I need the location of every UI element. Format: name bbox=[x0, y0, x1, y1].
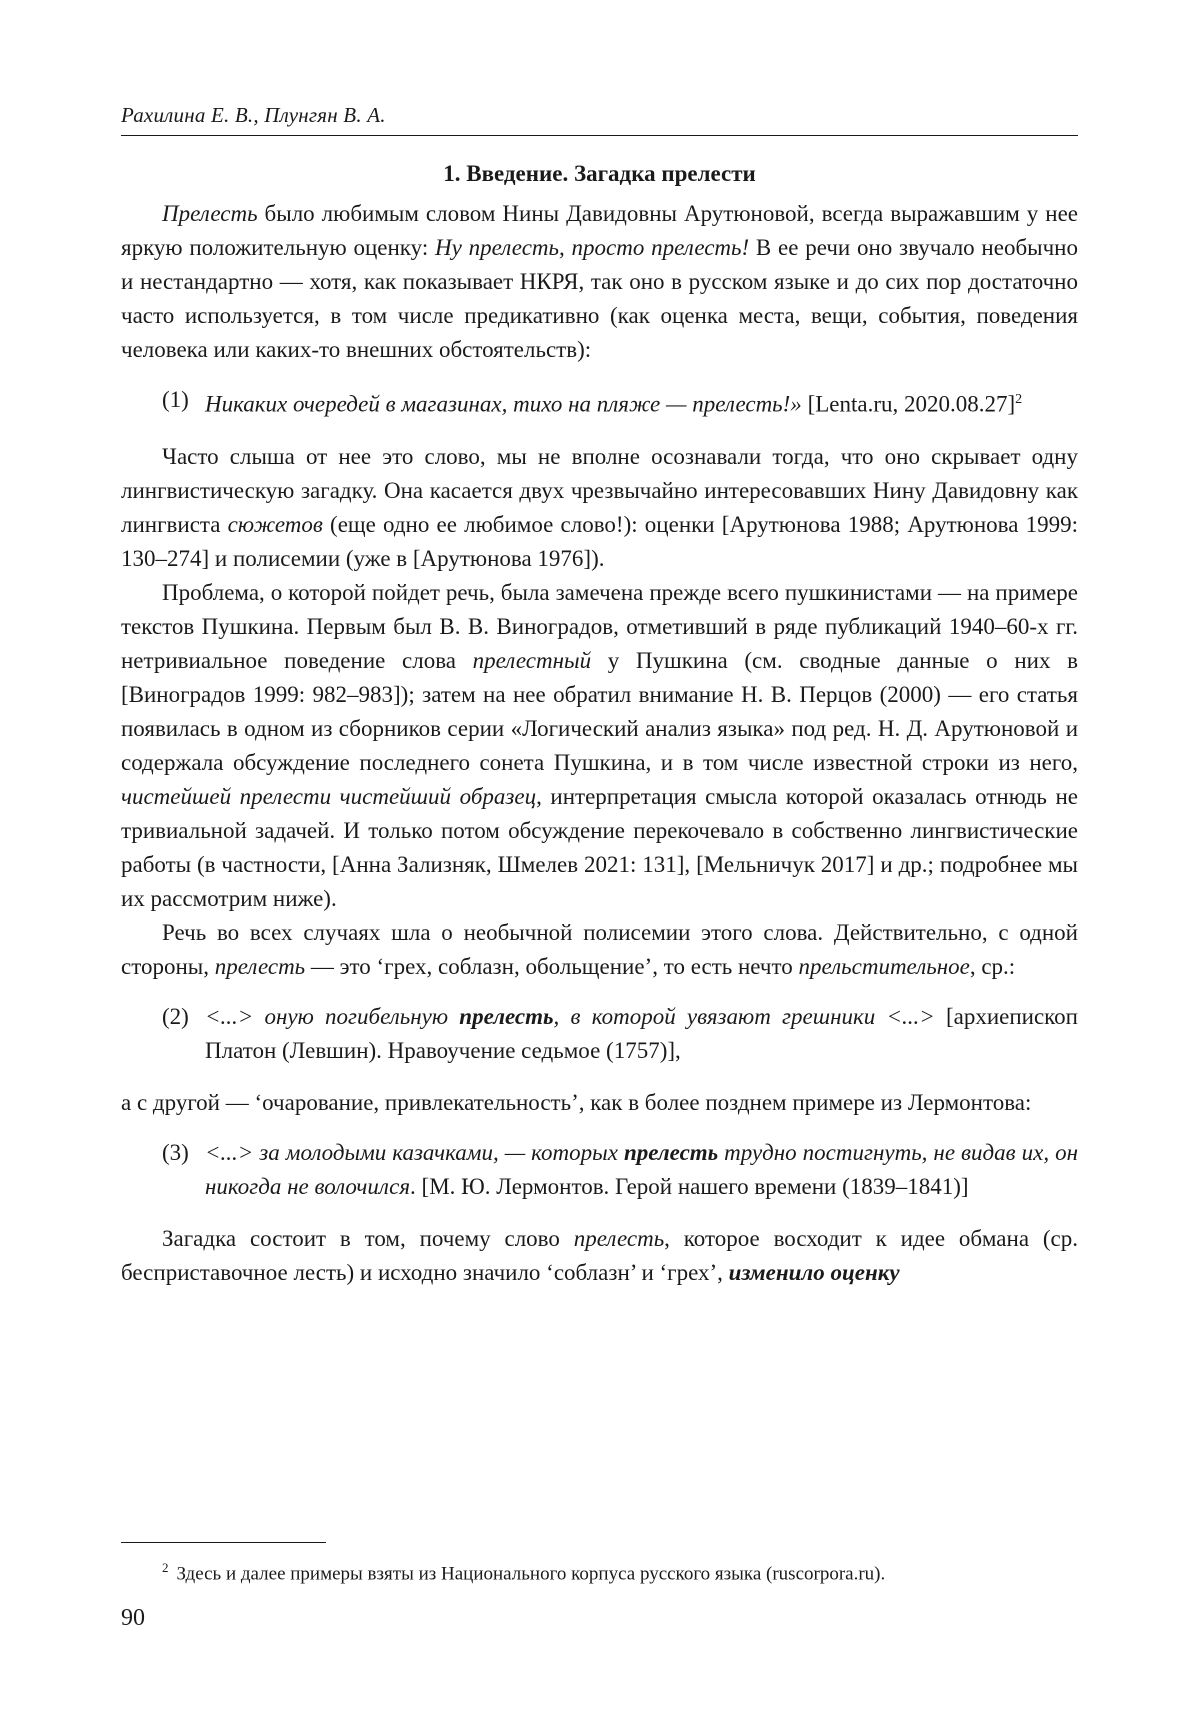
section-title: 1. Введение. Загадка прелести bbox=[443, 161, 756, 186]
p4-text-c: , ср.: bbox=[969, 953, 1016, 979]
p4-text-a: Речь во всех случаях шла о необычной полисемии этого слова. Действительно, с одной стороны, bbox=[121, 919, 1078, 979]
footnote-rule bbox=[121, 1542, 326, 1543]
example-2-source: [архиепископ Платон (Левшин). Нравоучение седьмое (1757)], bbox=[205, 1003, 1078, 1063]
p4-italic-b: прельстительное bbox=[798, 953, 970, 979]
paragraph-5 bbox=[121, 1086, 1078, 1120]
p1-text-b: В ее речи оно звучало необычно и нестандартно — хотя, как показывает НКРЯ, так оно в русском языке и до сих пор достаточно часто используется, в том числе предикативно (как оценка места, вещи, события, поведения человека или каких-то внешних обстоятельств): bbox=[121, 235, 1078, 362]
p5-text: а с другой — ‘очарование, привлекательность’, как в более позднем примере из Лермонтова: bbox=[121, 1089, 1032, 1115]
example-1-body bbox=[205, 383, 1078, 422]
footnote-text: Здесь и далее примеры взяты из Национального корпуса русского языка (ruscorpora.ru). bbox=[176, 1563, 886, 1585]
example-1-number: (1) bbox=[162, 387, 189, 412]
p3-text-b: у Пушкина (см. сводные данные о них в [Виноградов 1999: 982–983]); затем на нее обратил внимание Н. В. Перцов (2000) — его статья появилась в одном из сборников серии «Логический анализ языка» под ред. Н. Д. Арутюновой и содержала обсуждение последнего сонета Пушкина, и в том числе известной строки из него, bbox=[121, 647, 1078, 775]
p6-text-b: , которое восходит к идее обмана (ср. бесприставочное лесть) и исходно значило ‘соблазн’ и ‘грех’, bbox=[121, 1225, 1078, 1285]
example-2-quote-b: , в которой увязают грешники <...> bbox=[553, 1003, 935, 1029]
p3-italic-a: прелестный bbox=[472, 647, 592, 673]
example-3-number: (3) bbox=[162, 1139, 189, 1165]
p6-italic: прелесть bbox=[573, 1225, 665, 1251]
p4-text-b: — это ‘грех, соблазн, обольщение’, то есть нечто bbox=[305, 953, 799, 979]
header-rule bbox=[121, 135, 1078, 136]
example-3-quote-a: <...> за молодыми казачками, — которых bbox=[205, 1139, 624, 1165]
example-3-keyword: прелесть bbox=[623, 1139, 719, 1165]
p3-text-c: , интерпретация смысла которой оказалась отнюдь не тривиальной задачей. И только потом обсуждение перекочевало в собственно лингвистические работы (в частности, [Анна Зализняк, Шмелев 2021: 131], [Мельничук 2017] и др.; подробнее мы их рассмотрим ниже). bbox=[121, 783, 1078, 911]
example-3-body bbox=[205, 1136, 1078, 1204]
p2-text-b: (еще одно ее любимое слово!): оценки [Арутюнова 1988; Арутюнова 1999: 130–274] и полисемии (уже в [Арутюнова 1976]). bbox=[121, 511, 1079, 571]
paragraph-2 bbox=[121, 440, 1078, 576]
p3-text-a: Проблема, о которой пойдет речь, была замечена прежде всего пушкинистами — на примере текстов Пушкина. Первым был В. В. Виноградов, отметивший в ряде публикаций 1940–60-х гг. нетривиальное поведение слова bbox=[121, 579, 1078, 673]
example-1-quote: Никаких очередей в магазинах, тихо на пляже — прелесть!» bbox=[205, 391, 802, 417]
footnote-ref[interactable]: 2 bbox=[1015, 392, 1023, 407]
example-2-number: (2) bbox=[162, 1003, 189, 1029]
p3-italic-b: чистейшей прелести чистейший образец bbox=[121, 783, 537, 809]
example-3-source: . [М. Ю. Лермонтов. Герой нашего времени (1839–1841)] bbox=[410, 1173, 969, 1199]
p4-italic-a: прелесть bbox=[214, 953, 306, 979]
footnote-number: 2 bbox=[162, 1560, 169, 1575]
paragraph-6 bbox=[121, 1222, 1078, 1290]
main-text bbox=[121, 157, 1078, 1290]
page-number: 90 bbox=[121, 1605, 145, 1631]
example-3-quote-b: трудно постигнуть, не видав их, он никогда не волочился bbox=[205, 1139, 1078, 1199]
p1-italic-word: Прелесть bbox=[162, 201, 258, 226]
example-1 bbox=[121, 383, 1078, 422]
p1-text-a: было любимым словом Нины Давидовны Арутюновой, всегда выражавшим у нее яркую положительную оценку: bbox=[121, 201, 1078, 260]
example-2 bbox=[121, 1000, 1078, 1068]
footnote bbox=[162, 1555, 1078, 1587]
p2-text-a: Часто слыша от нее это слово, мы не вполне осознавали тогда, что оно скрывает одну лингвистическую загадку. Она касается двух чрезвычайно интересовавших Нину Давидовну как лингвиста bbox=[121, 443, 1078, 537]
paragraph-3 bbox=[121, 576, 1078, 916]
p2-italic: сюжетов bbox=[227, 511, 323, 537]
p1-italic-quote: Ну прелесть, просто прелесть! bbox=[434, 235, 750, 260]
p6-bold-italic: изменило оценку bbox=[728, 1259, 900, 1285]
running-head: Рахилина Е. В., Плунгян В. А. bbox=[121, 103, 386, 127]
paragraph-1 bbox=[121, 197, 1078, 367]
example-2-quote-a: <...> оную погибельную bbox=[205, 1003, 460, 1029]
paragraph-4 bbox=[121, 916, 1078, 984]
example-2-body bbox=[205, 1000, 1078, 1068]
p6-text-a: Загадка состоит в том, почему слово bbox=[162, 1225, 574, 1251]
example-3 bbox=[121, 1136, 1078, 1204]
example-2-keyword: прелесть bbox=[459, 1003, 554, 1029]
example-1-source: [Lenta.ru, 2020.08.27] bbox=[801, 391, 1016, 417]
